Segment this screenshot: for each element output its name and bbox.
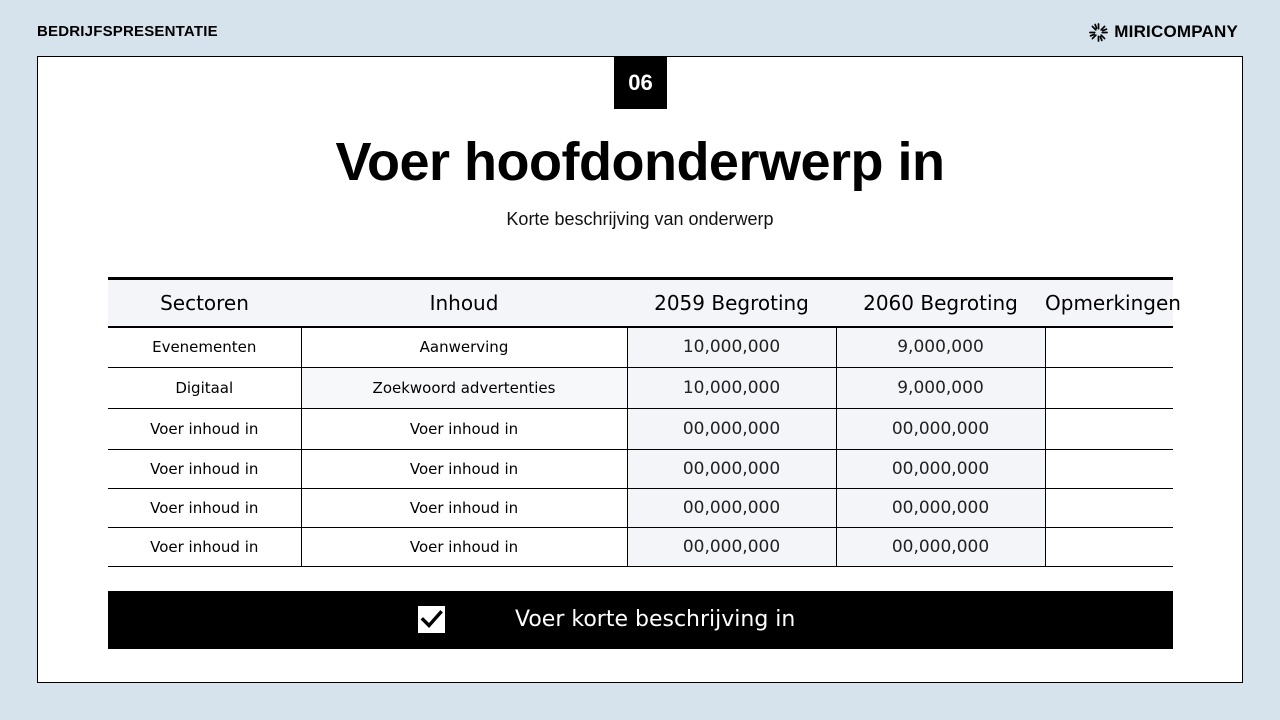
table-cell-budget-2059: 00,000,000 [627, 528, 836, 567]
table-cell-budget-2060: 00,000,000 [836, 528, 1045, 567]
table-cell-sector: Voer inhoud in [108, 489, 301, 528]
slide-card [37, 56, 1243, 683]
table-cell-sector: Evenementen [108, 327, 301, 368]
table-cell-notes [1045, 528, 1173, 567]
column-header: 2060 Begroting [836, 279, 1045, 327]
table-cell-budget-2060: 00,000,000 [836, 489, 1045, 528]
table-row [108, 368, 1173, 409]
starburst-icon [1089, 23, 1108, 42]
table-cell-budget-2060: 9,000,000 [836, 368, 1045, 409]
column-header: Opmerkingen [1045, 279, 1173, 327]
table-cell-sector: Digitaal [108, 368, 301, 409]
table-cell-content: Voer inhoud in [301, 450, 627, 489]
table-cell-notes [1045, 450, 1173, 489]
table-row [108, 327, 1173, 368]
brand-logo [1089, 22, 1238, 42]
table-cell-budget-2060: 00,000,000 [836, 409, 1045, 450]
table-cell-budget-2060: 00,000,000 [836, 450, 1045, 489]
table-cell-budget-2059: 00,000,000 [627, 489, 836, 528]
table-cell-budget-2059: 00,000,000 [627, 409, 836, 450]
table-cell-content: Voer inhoud in [301, 489, 627, 528]
table-cell-notes [1045, 409, 1173, 450]
slide-title: Voer hoofdonderwerp in [335, 132, 945, 192]
footer-banner [108, 591, 1173, 649]
budget-table [108, 277, 1181, 567]
table-cell-budget-2059: 10,000,000 [627, 368, 836, 409]
table-row [108, 409, 1173, 450]
table-cell-notes [1045, 489, 1173, 528]
presentation-label: BEDRIJFSPRESENTATIE [37, 23, 218, 40]
footer-text: Voer korte beschrijving in [515, 607, 796, 632]
table-cell-content: Aanwerving [301, 327, 627, 368]
table-cell-content: Zoekwoord advertenties [301, 368, 627, 409]
table-row [108, 489, 1173, 528]
column-header: Sectoren [108, 279, 301, 327]
table-cell-content: Voer inhoud in [301, 528, 627, 567]
table-cell-budget-2059: 00,000,000 [627, 450, 836, 489]
table-cell-notes [1045, 368, 1173, 409]
table-cell-content: Voer inhoud in [301, 409, 627, 450]
table-row [108, 528, 1173, 567]
table-cell-budget-2060: 9,000,000 [836, 327, 1045, 368]
brand-name: MIRICOMPANY [1114, 22, 1238, 41]
checkbox-icon [418, 606, 445, 633]
table-cell-notes [1045, 327, 1173, 368]
slide-subtitle: Korte beschrijving van onderwerp [506, 209, 774, 229]
page-number-badge: 06 [614, 56, 667, 109]
column-header: Inhoud [301, 279, 627, 327]
table-cell-sector: Voer inhoud in [108, 409, 301, 450]
table-cell-sector: Voer inhoud in [108, 450, 301, 489]
column-header: 2059 Begroting [627, 279, 836, 327]
table-cell-budget-2059: 10,000,000 [627, 327, 836, 368]
table-row [108, 450, 1173, 489]
table-header-row [108, 279, 1173, 327]
table-cell-sector: Voer inhoud in [108, 528, 301, 567]
